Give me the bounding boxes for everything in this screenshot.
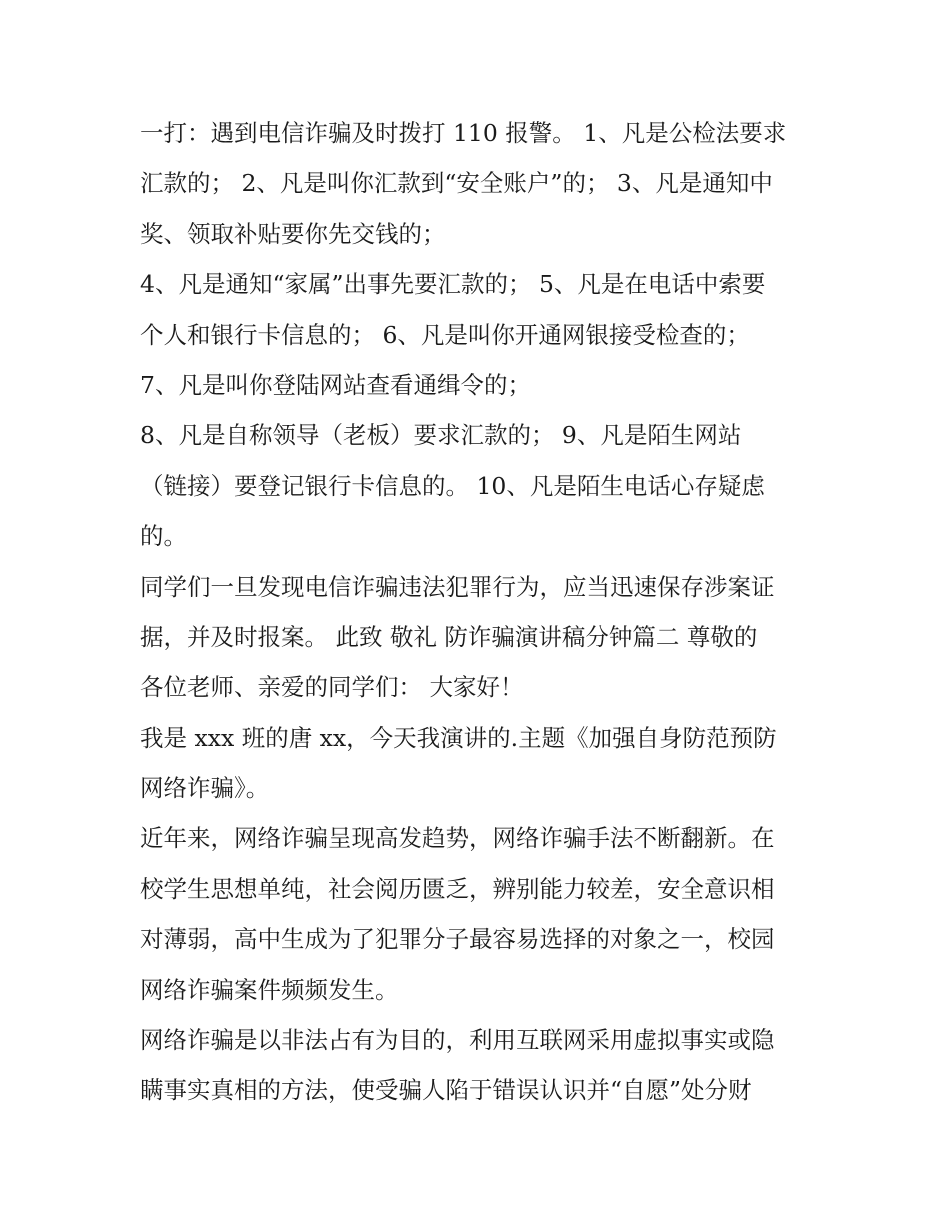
text-line: 瞒事实真相的方法，使受骗人陷于错误认识并“自愿”处分财	[140, 1076, 752, 1105]
text-line: 网络诈骗案件频频发生。	[140, 975, 399, 1004]
text-line: 个人和银行卡信息的； 6、凡是叫你开通网银接受检查的；	[140, 320, 750, 349]
text-line: 我是 xxx 班的唐 xx，今天我演讲的.主题《加强自身防范预防	[140, 723, 777, 752]
text-line: 4、凡是通知“家属”出事先要汇款的； 5、凡是在电话中索要	[140, 270, 766, 299]
text-line: 网络诈骗是以非法占有为目的，利用互联网采用虚拟事实或隐	[140, 1026, 775, 1055]
text-line: 据，并及时报案。 此致 敬礼 防诈骗演讲稿分钟篇二 尊敬的	[140, 622, 758, 651]
text-line: 同学们一旦发现电信诈骗违法犯罪行为，应当迅速保存涉案证	[140, 572, 775, 601]
text-line: 一打：遇到电信诈骗及时拨打 110 报警。 1、凡是公检法要求	[140, 119, 787, 147]
text-line: 网络诈骗》。	[140, 774, 270, 803]
text-line: （链接）要登记银行卡信息的。 10、凡是陌生电话心存疑虑	[140, 471, 765, 500]
text-line: 奖、领取补贴要你先交钱的；	[140, 219, 446, 248]
text-line: 各位老师、亲爱的同学们： 大家好！	[140, 673, 524, 702]
text-line: 校学生思想单纯，社会阅历匮乏，辨别能力较差，安全意识相	[140, 874, 775, 903]
text-line: 对薄弱，高中生成为了犯罪分子最容易选择的对象之一，校园	[140, 925, 775, 954]
document-body	[140, 108, 830, 1116]
text-line: 8、凡是自称领导（老板）要求汇款的； 9、凡是陌生网站	[140, 421, 742, 450]
text-line: 近年来，网络诈骗呈现高发趋势，网络诈骗手法不断翻新。在	[140, 824, 775, 853]
text-line: 7、凡是叫你登陆网站查看通缉令的；	[140, 370, 531, 399]
text-line: 的。	[140, 522, 187, 551]
text-line: 汇款的； 2、凡是叫你汇款到“安全账户”的； 3、凡是通知中	[140, 169, 773, 198]
